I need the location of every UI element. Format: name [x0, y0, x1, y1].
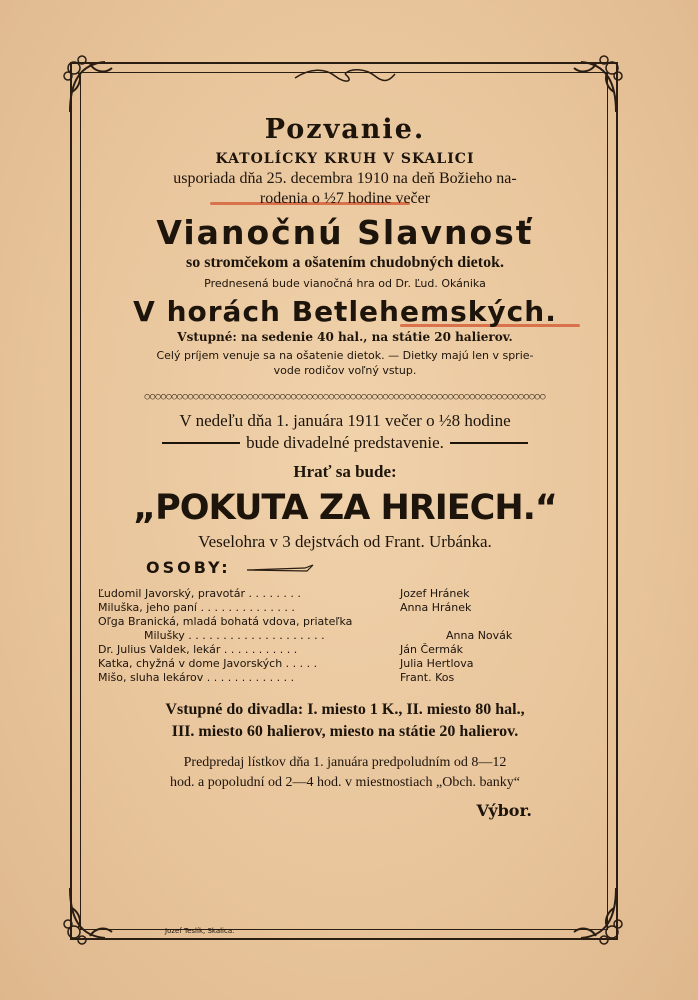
cast-row: [98, 657, 592, 671]
poster-title: Pozvanie.: [264, 114, 426, 145]
top-flourish-icon: [290, 66, 400, 84]
play-title: V horách Betlehemských.: [133, 295, 557, 328]
cast-actor: Jozef Hránek: [400, 587, 470, 600]
corner-ornament-icon: [60, 878, 130, 948]
proceeds-note: Celý príjem venuje sa na ošatenie dietok. — Dietky majú len v sprie-: [156, 349, 534, 362]
cast-role: Dr. Julius Valdek, lekár . . . . . . . . . . .: [98, 643, 298, 656]
play-intro: Prednesená bude vianočná hra od Dr. Ľud. Okánika: [204, 277, 486, 290]
event-subtitle: so stromčekom a ošatením chudobných dietok.: [186, 254, 504, 271]
cast-role: Oľga Branická, mladá bohatá vdova, priateľka: [98, 615, 353, 628]
cast-actor: Frant. Kos: [400, 671, 455, 684]
presale-line: Predpredaj lístkov dňa 1. januára predpoludním od 8—12: [183, 755, 507, 770]
cast-role: Ľudomil Javorský, pravotár . . . . . . . .: [98, 587, 301, 600]
ticket-line: Vstupné do divadla: I. miesto 1 K., II. miesto 80 hal.,: [165, 701, 525, 718]
event-title: Vianočnú Slavnosť: [156, 213, 534, 252]
cast-role: Milušky . . . . . . . . . . . . . . . . . . . .: [144, 629, 325, 642]
cast-row: [98, 671, 592, 685]
rule-right: [450, 442, 528, 444]
cast-role: Katka, chyžná v dome Javorských . . . . .: [98, 657, 318, 670]
invite-line: rodenia o ½7 hodine večer: [259, 190, 431, 207]
cast-list: [98, 587, 592, 685]
drama-title: „POKUTA ZA HRIECH.“: [133, 488, 557, 528]
performance-line: bude divadelné predstavenie.: [246, 433, 444, 452]
cast-row: [98, 587, 592, 601]
cast-actor: Julia Hertlova: [400, 657, 474, 670]
cast-actor: [398, 615, 592, 629]
signature: Výbor.: [476, 801, 532, 820]
entry-prices: Vstupné: na sedenie 40 hal., na státie 20 halierov.: [177, 330, 513, 344]
presale-line: hod. a popoludní od 2—4 hod. v miestnostiach „Obch. banky“: [170, 775, 520, 790]
cast-row: [98, 643, 592, 657]
cast-actor: Ján Čermák: [400, 643, 464, 656]
cast-row: [98, 601, 592, 615]
organizer: KATOLÍCKY KRUH V SKALICI: [215, 151, 475, 167]
cast-role: Mišo, sluha lekárov . . . . . . . . . . . . .: [98, 671, 295, 684]
cast-actor: Anna Novák: [446, 629, 513, 642]
cast-heading: OSOBY:: [146, 558, 231, 577]
ticket-prices: [98, 699, 592, 743]
cast-row: [98, 629, 592, 643]
printer-credit: Jozef Teslík, Skalica.: [165, 927, 235, 935]
corner-ornament-icon: [556, 878, 626, 948]
invite-line: usporiada dňa 25. decembra 1910 na deň Božieho na-: [173, 170, 517, 187]
dotted-divider: ○○○○○○○○○○○○○○○○○○○○○○○○○○○○○○○○○○○○○○○○○○○○○○○○○○○○○○○○○○○○○○○○○○○○○○○○○○: [144, 392, 546, 402]
quill-ornament-icon: [245, 563, 315, 573]
cast-actor: Anna Hránek: [400, 601, 472, 614]
proceeds-note: vode rodičov voľný vstup.: [273, 364, 417, 377]
drama-subtitle: Veselohra v 3 dejstvách od Frant. Urbánka.: [198, 532, 492, 551]
poster-content: [98, 110, 592, 820]
rule-left: [162, 442, 240, 444]
ticket-line: III. miesto 60 halierov, miesto na státie 20 halierov.: [171, 723, 519, 740]
cast-row: [98, 615, 592, 629]
performance-line-ruled: [98, 432, 592, 454]
performance-line: V nedeľu dňa 1. januára 1911 večer o ½8 hodine: [179, 411, 511, 430]
will-play-heading: Hrať sa bude:: [293, 462, 397, 481]
cast-role: Miluška, jeho paní . . . . . . . . . . . . . .: [98, 601, 295, 614]
cast-heading-row: [146, 558, 592, 577]
